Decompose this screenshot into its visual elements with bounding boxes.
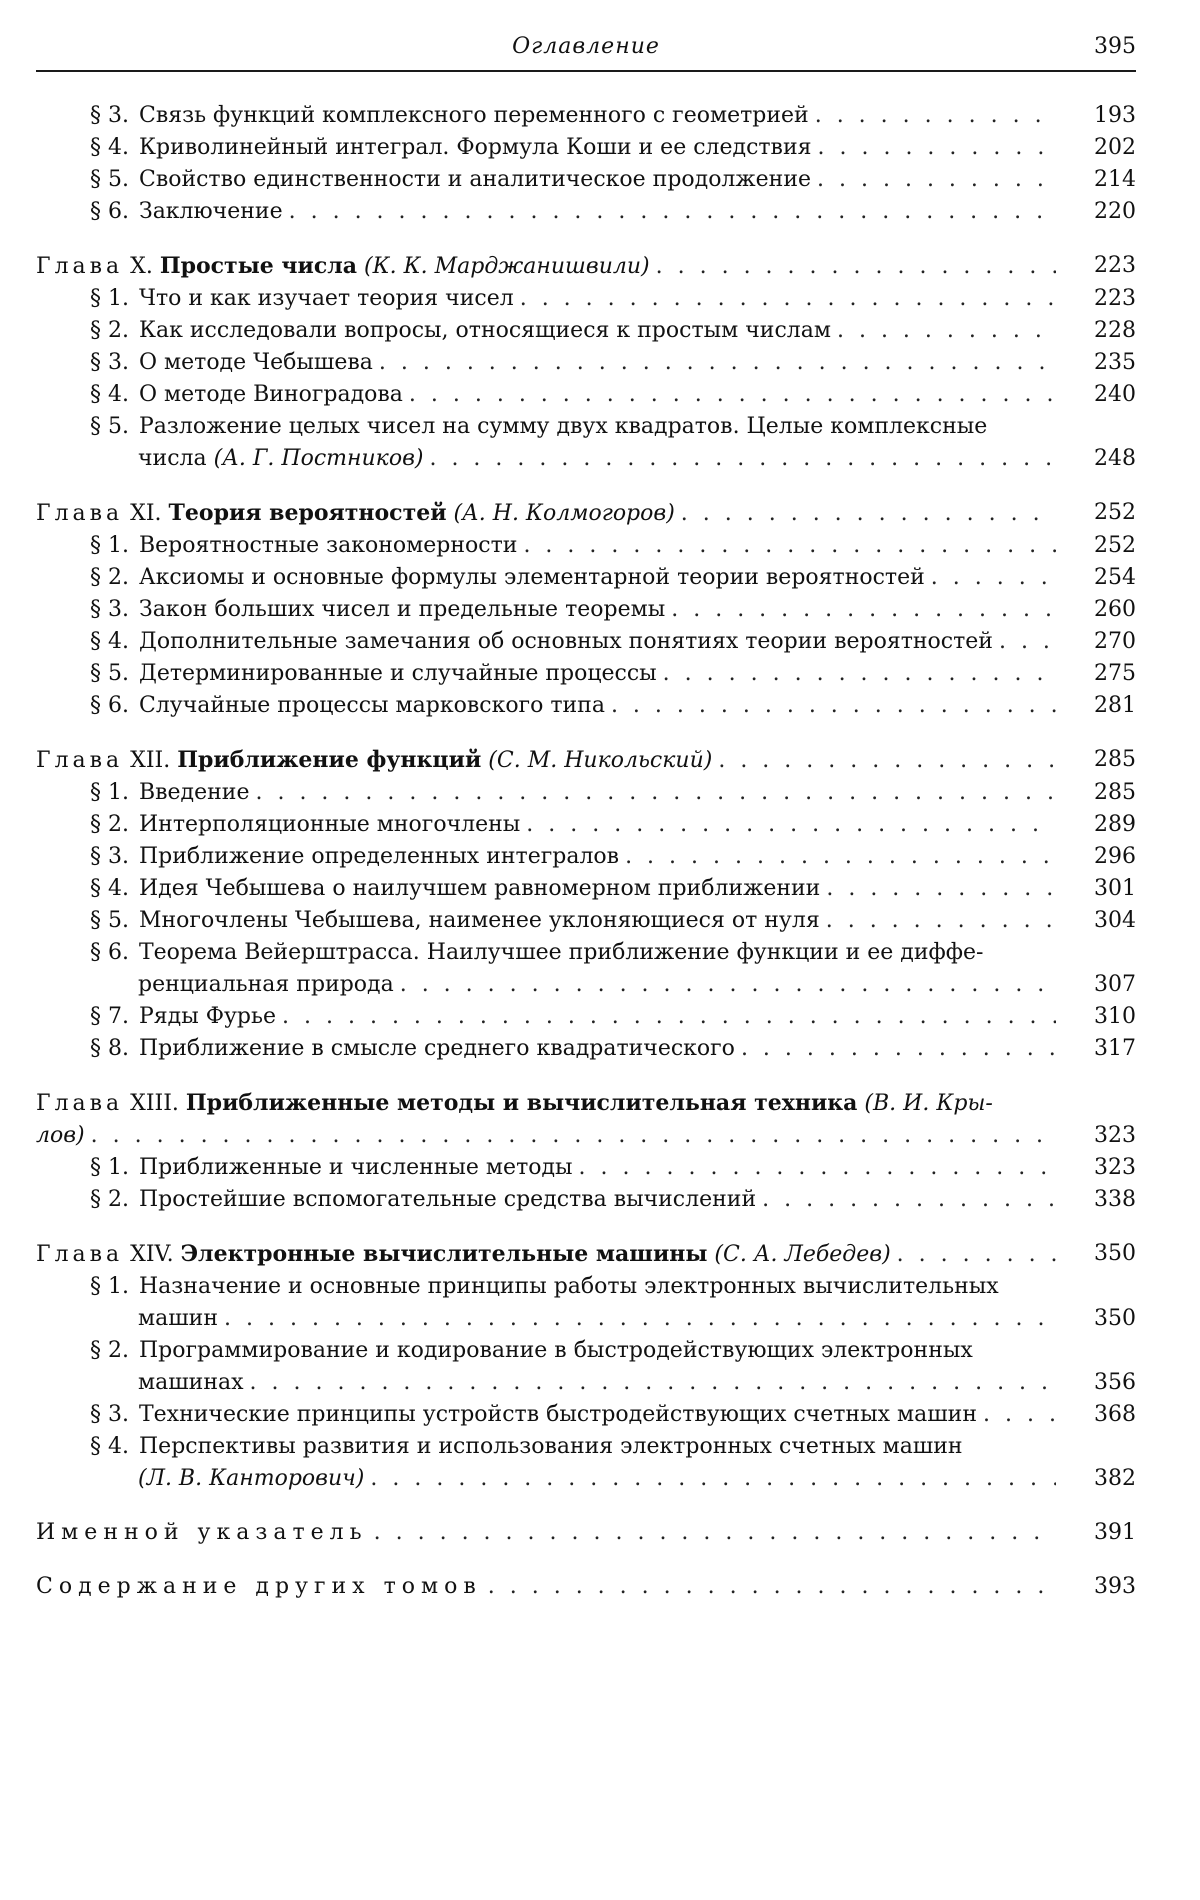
page-ref: 252 [1094, 533, 1136, 558]
section-text [90, 562, 925, 594]
special-leader [36, 1571, 1056, 1603]
section-entry [36, 1033, 1136, 1065]
section-entry [36, 347, 1136, 379]
section-leader [90, 196, 1056, 228]
section-title: Закон больших чисел и предельные теоремы [138, 597, 666, 622]
page-ref: 296 [1094, 844, 1136, 869]
section-title: Приближение определенных интегралов [138, 844, 620, 869]
toc-group [36, 100, 1136, 228]
section-mark: § 6. [90, 693, 129, 718]
chapter-leader [36, 497, 1056, 530]
section-leader [90, 1303, 1056, 1335]
section-mark: § 5. [90, 414, 129, 439]
section-mark: § 3. [90, 597, 129, 622]
section-title: Связь функций комплексного переменного с геометрией [138, 103, 809, 128]
section-entry [36, 1335, 1136, 1367]
page-ref: 289 [1094, 812, 1136, 837]
chapter-label: Глава [36, 748, 124, 773]
section-text [90, 1335, 973, 1367]
section-text [90, 1184, 756, 1216]
section-mark: § 4. [90, 135, 129, 160]
page-ref: 275 [1094, 661, 1136, 686]
toc-group [36, 744, 1136, 1065]
page-ref: 393 [1094, 1574, 1136, 1599]
page-ref: 391 [1094, 1520, 1136, 1545]
section-text [90, 347, 373, 379]
page-number: 395 [1094, 34, 1136, 59]
dot-leader [756, 1184, 1056, 1216]
dot-leader [675, 498, 1056, 530]
section-entry [36, 132, 1136, 164]
chapter-leader [36, 1120, 1056, 1152]
page-ref: 317 [1094, 1036, 1136, 1061]
page-ref: 368 [1094, 1402, 1136, 1427]
section-text [90, 1399, 977, 1431]
section-mark: § 1. [90, 533, 129, 558]
section-text [90, 283, 514, 315]
page-ref: 223 [1094, 253, 1136, 278]
chapter-text [36, 250, 650, 283]
section-leader [90, 100, 1056, 132]
chapter-numeral: X. [130, 254, 153, 279]
chapter-entry [36, 1238, 1136, 1271]
section-entry [36, 809, 1136, 841]
section-text [90, 626, 993, 658]
section-leader [90, 1399, 1056, 1431]
section-text [90, 530, 517, 562]
section-cont: машин [138, 1306, 219, 1331]
section-title: Вероятностные закономерности [138, 533, 518, 558]
section-text [90, 1033, 735, 1065]
dot-leader [373, 347, 1056, 379]
section-mark: § 4. [90, 1434, 129, 1459]
page-ref: 270 [1094, 629, 1136, 654]
section-text [90, 379, 403, 411]
chapter-title: Приближение функций [177, 747, 482, 773]
section-entry [36, 164, 1136, 196]
toc-group [36, 497, 1136, 722]
page-ref: 254 [1094, 565, 1136, 590]
dot-leader [364, 1463, 1056, 1495]
dot-leader [276, 1001, 1056, 1033]
section-mark: § 3. [90, 350, 129, 375]
chapter-numeral: XI. [130, 501, 162, 526]
chapter-label: Глава [36, 1242, 124, 1267]
section-text [90, 132, 812, 164]
dot-leader [218, 1303, 1056, 1335]
section-title: Свойство единственности и аналитическое продолжение [138, 167, 812, 192]
page-ref: 350 [1094, 1306, 1136, 1331]
section-leader [90, 1152, 1056, 1184]
section-leader [90, 1431, 1056, 1463]
section-entry-cont [36, 1367, 1136, 1399]
special-leader [36, 1517, 1056, 1549]
section-leader [90, 1463, 1056, 1495]
page-ref: 323 [1094, 1123, 1136, 1148]
section-title: Введение [138, 780, 250, 805]
section-entry [36, 841, 1136, 873]
section-entry-cont [36, 1303, 1136, 1335]
page-ref: 350 [1094, 1241, 1136, 1266]
chapter-entry [36, 1087, 1136, 1120]
section-title: Технические принципы устройств быстродействующих счетных машин [138, 1402, 978, 1427]
dot-leader [249, 777, 1056, 809]
section-leader [90, 1184, 1056, 1216]
section-entry [36, 594, 1136, 626]
section-title: Заключение [138, 199, 283, 224]
section-title: О методе Чебышева [138, 350, 373, 375]
section-title: Аксиомы и основные формулы элементарной теории вероятностей [138, 565, 925, 590]
section-text [90, 873, 820, 905]
section-entry [36, 1399, 1136, 1431]
section-title: Дополнительные замечания об основных понятиях теории вероятностей [138, 629, 993, 654]
chapter-label: Глава [36, 1091, 124, 1116]
chapter-text [36, 1087, 993, 1120]
section-author: (А. Г. Постников) [213, 446, 424, 471]
section-entry [36, 937, 1136, 969]
dot-leader [514, 283, 1056, 315]
section-title: Приближенные и численные методы [138, 1155, 573, 1180]
chapter-title: Простые числа [159, 253, 357, 279]
section-cont-text [90, 1463, 364, 1495]
toc-group [36, 250, 1136, 475]
section-entry-cont [36, 969, 1136, 1001]
dot-leader [831, 315, 1056, 347]
section-entry [36, 777, 1136, 809]
page-ref: 214 [1094, 167, 1136, 192]
section-entry [36, 1184, 1136, 1216]
section-leader [90, 841, 1056, 873]
section-cont-text [90, 443, 423, 475]
chapter-author: (В. И. Кры- [864, 1091, 993, 1116]
section-title: Детерминированные и случайные процессы [138, 661, 657, 686]
section-entry [36, 379, 1136, 411]
dot-leader [423, 443, 1056, 475]
dot-leader [657, 658, 1056, 690]
section-leader [90, 283, 1056, 315]
chapter-label: Глава [36, 254, 124, 279]
chapter-text [36, 744, 712, 777]
section-entry [36, 1431, 1136, 1463]
special-entry [36, 1517, 1136, 1549]
section-cont-text [90, 1303, 218, 1335]
section-entry [36, 100, 1136, 132]
page-ref: 240 [1094, 382, 1136, 407]
dot-leader [665, 594, 1056, 626]
section-mark: § 5. [90, 661, 129, 686]
section-leader [90, 164, 1056, 196]
page-ref: 281 [1094, 693, 1136, 718]
section-title: Случайные процессы марковского типа [138, 693, 605, 718]
section-leader [90, 1271, 1056, 1303]
section-leader [90, 937, 1056, 969]
section-mark: § 6. [90, 940, 129, 965]
dot-leader [712, 745, 1056, 777]
chapter-label: Глава [36, 501, 124, 526]
section-mark: § 6. [90, 199, 129, 224]
page-ref: 304 [1094, 908, 1136, 933]
section-title: Назначение и основные принципы работы электронных вычислительных [138, 1274, 999, 1299]
section-text [90, 1271, 999, 1303]
chapter-author: (А. Н. Колмогоров) [453, 501, 675, 526]
section-entry [36, 315, 1136, 347]
page-ref: 301 [1094, 876, 1136, 901]
page-ref: 285 [1094, 747, 1136, 772]
section-leader [90, 1001, 1056, 1033]
section-text [90, 905, 820, 937]
section-leader [90, 809, 1056, 841]
section-leader [90, 347, 1056, 379]
dot-leader [368, 1517, 1056, 1549]
section-entry [36, 530, 1136, 562]
section-mark: § 4. [90, 876, 129, 901]
section-text [90, 809, 520, 841]
section-mark: § 5. [90, 908, 129, 933]
section-mark: § 3. [90, 103, 129, 128]
special-entry-group [36, 1517, 1136, 1549]
dot-leader [977, 1399, 1056, 1431]
section-entry [36, 873, 1136, 905]
section-entry [36, 562, 1136, 594]
section-mark: § 4. [90, 629, 129, 654]
section-leader [90, 411, 1056, 443]
section-text [90, 690, 605, 722]
section-title: Криволинейный интеграл. Формула Коши и ее следствия [138, 135, 812, 160]
chapter-title: Теория вероятностей [168, 500, 447, 526]
page-ref: 356 [1094, 1370, 1136, 1395]
section-entry [36, 283, 1136, 315]
section-text [90, 100, 809, 132]
section-author: (Л. В. Канторович) [138, 1466, 365, 1491]
chapter-leader [36, 744, 1056, 777]
dot-leader [820, 873, 1056, 905]
section-mark: § 1. [90, 1155, 129, 1180]
section-entry [36, 1152, 1136, 1184]
page-ref: 248 [1094, 446, 1136, 471]
chapter-leader [36, 250, 1056, 283]
dot-leader [403, 379, 1056, 411]
section-title: Что и как изучает теория чисел [138, 286, 514, 311]
section-title: Многочлены Чебышева, наименее уклоняющиеся от нуля [138, 908, 820, 933]
section-title: Интерполяционные многочлены [138, 812, 521, 837]
section-title: О методе Виноградова [138, 382, 403, 407]
dot-leader [283, 196, 1056, 228]
section-text [90, 1001, 276, 1033]
chapter-author-cont: лов) [36, 1123, 85, 1148]
dot-leader [605, 690, 1056, 722]
section-entry [36, 1001, 1136, 1033]
dot-leader [482, 1571, 1056, 1603]
dot-leader [650, 251, 1056, 283]
chapter-title: Приближенные методы и вычислительная техника [185, 1090, 858, 1116]
toc-group [36, 1087, 1136, 1216]
dot-leader [811, 164, 1056, 196]
section-text [90, 315, 831, 347]
section-leader [90, 132, 1056, 164]
section-leader [90, 562, 1056, 594]
section-cont: ренциальная природа [138, 972, 394, 997]
chapter-title: Электронные вычислительные машины [180, 1241, 708, 1267]
section-text [90, 196, 283, 228]
special-entry [36, 1571, 1136, 1603]
section-title: Разложение целых чисел на сумму двух квадратов. Целые комплексные [138, 414, 988, 439]
section-leader [90, 658, 1056, 690]
section-mark: § 8. [90, 1036, 129, 1061]
section-mark: § 5. [90, 167, 129, 192]
section-title: Идея Чебышева о наилучшем равномерном приближении [138, 876, 821, 901]
dot-leader [993, 626, 1056, 658]
dot-leader [573, 1152, 1056, 1184]
section-cont: числа [138, 446, 207, 471]
dot-leader [520, 809, 1056, 841]
section-cont-text [90, 1367, 244, 1399]
section-leader [90, 969, 1056, 1001]
section-mark: § 7. [90, 1004, 129, 1029]
special-title: Содержание других томов [36, 1574, 482, 1599]
dot-leader [85, 1120, 1056, 1152]
section-mark: § 2. [90, 812, 129, 837]
dot-leader [244, 1367, 1056, 1399]
page-ref: 285 [1094, 780, 1136, 805]
section-leader [90, 530, 1056, 562]
section-leader [90, 443, 1056, 475]
special-title: Именной указатель [36, 1520, 368, 1545]
dot-leader [394, 969, 1056, 1001]
section-mark: § 2. [90, 1338, 129, 1363]
section-text [90, 841, 619, 873]
section-cont-text [90, 969, 394, 1001]
section-leader [90, 1033, 1056, 1065]
section-entry [36, 411, 1136, 443]
section-mark: § 2. [90, 565, 129, 590]
section-text [90, 164, 811, 196]
chapter-numeral: XIII. [130, 1091, 179, 1116]
page-ref: 307 [1094, 972, 1136, 997]
section-mark: § 3. [90, 1402, 129, 1427]
section-entry [36, 905, 1136, 937]
section-title: Теорема Вейерштрасса. Наилучшее приближение функции и ее диффе- [138, 940, 984, 965]
dot-leader [891, 1239, 1056, 1271]
section-mark: § 1. [90, 286, 129, 311]
section-mark: § 1. [90, 780, 129, 805]
section-text [90, 658, 657, 690]
section-text [90, 1431, 963, 1463]
section-mark: § 2. [90, 318, 129, 343]
section-entry [36, 690, 1136, 722]
page-ref: 202 [1094, 135, 1136, 160]
chapter-author: (С. М. Никольский) [488, 748, 713, 773]
section-text [90, 1152, 573, 1184]
page-ref: 338 [1094, 1187, 1136, 1212]
chapter-author: (К. К. Марджанишвили) [363, 254, 650, 279]
toc-group [36, 1238, 1136, 1495]
chapter-numeral: XII. [130, 748, 171, 773]
dot-leader [619, 841, 1056, 873]
running-header [36, 30, 1136, 72]
section-mark: § 4. [90, 382, 129, 407]
page-ref: 382 [1094, 1466, 1136, 1491]
section-leader [90, 594, 1056, 626]
page-ref: 235 [1094, 350, 1136, 375]
page-ref: 223 [1094, 286, 1136, 311]
section-title: Простейшие вспомогательные средства вычислений [138, 1187, 757, 1212]
chapter-numeral: XIV. [130, 1242, 174, 1267]
section-entry-cont [36, 443, 1136, 475]
chapter-entry [36, 744, 1136, 777]
section-title: Как исследовали вопросы, относящиеся к простым числам [138, 318, 831, 343]
section-mark: § 3. [90, 844, 129, 869]
section-leader [90, 873, 1056, 905]
dot-leader [925, 562, 1056, 594]
chapter-leader [36, 1087, 1056, 1120]
chapter-author: (С. А. Лебедев) [714, 1242, 891, 1267]
dot-leader [517, 530, 1056, 562]
section-entry [36, 626, 1136, 658]
section-leader [90, 379, 1056, 411]
page-ref: 252 [1094, 500, 1136, 525]
section-entry [36, 196, 1136, 228]
section-leader [90, 690, 1056, 722]
dot-leader [820, 905, 1056, 937]
chapter-entry [36, 250, 1136, 283]
running-title: Оглавление [512, 34, 660, 59]
section-text [90, 594, 665, 626]
section-title: Перспективы развития и использования электронных счетных машин [138, 1434, 963, 1459]
dot-leader [812, 132, 1057, 164]
table-of-contents [36, 100, 1136, 1625]
dot-leader [809, 100, 1056, 132]
section-leader [90, 1367, 1056, 1399]
chapter-text [36, 1238, 891, 1271]
chapter-leader [36, 1238, 1056, 1271]
section-title: Ряды Фурье [138, 1004, 277, 1029]
page-ref: 323 [1094, 1155, 1136, 1180]
section-text [90, 411, 987, 443]
chapter-text [36, 497, 675, 530]
section-leader [90, 777, 1056, 809]
special-entry-group [36, 1571, 1136, 1603]
chapter-entry [36, 497, 1136, 530]
section-text [90, 777, 249, 809]
section-title: Программирование и кодирование в быстродействующих электронных [138, 1338, 973, 1363]
page-ref: 310 [1094, 1004, 1136, 1029]
section-entry [36, 658, 1136, 690]
section-title: Приближение в смысле среднего квадратического [138, 1036, 735, 1061]
section-cont: машинах [138, 1370, 244, 1395]
section-entry-cont [36, 1463, 1136, 1495]
section-text [90, 937, 983, 969]
section-entry [36, 1271, 1136, 1303]
section-leader [90, 905, 1056, 937]
chapter-entry-cont [36, 1120, 1136, 1152]
section-leader [90, 315, 1056, 347]
page-ref: 228 [1094, 318, 1136, 343]
section-leader [90, 626, 1056, 658]
page-ref: 193 [1094, 103, 1136, 128]
page-ref: 260 [1094, 597, 1136, 622]
dot-leader [735, 1033, 1056, 1065]
section-mark: § 1. [90, 1274, 129, 1299]
section-mark: § 2. [90, 1187, 129, 1212]
page-ref: 220 [1094, 199, 1136, 224]
section-leader [90, 1335, 1056, 1367]
